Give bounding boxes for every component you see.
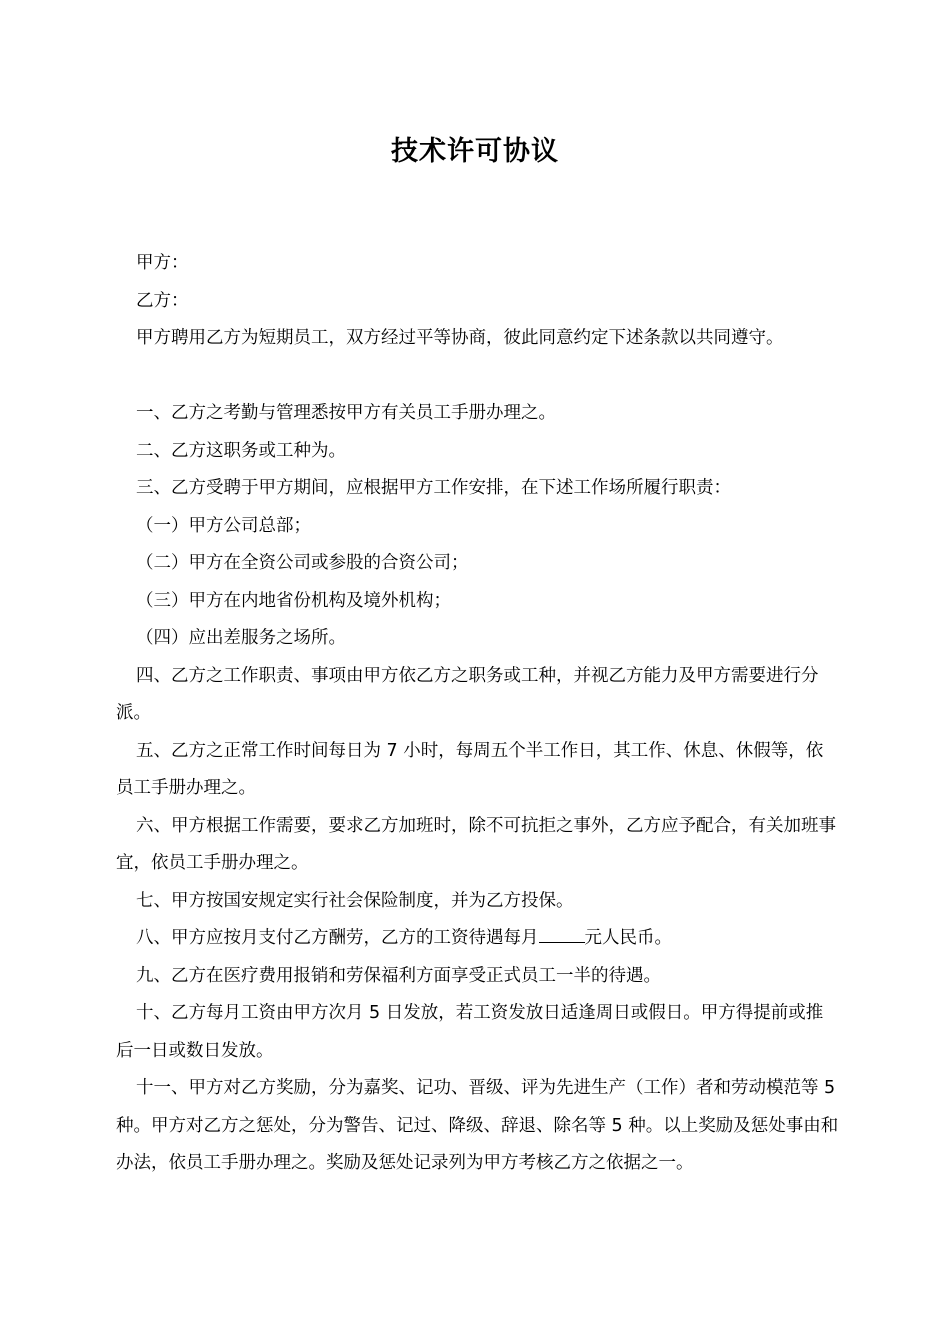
party-b-line: 乙方： [136,290,189,311]
clause-8-after: 元人民币。 [584,928,672,948]
clause-5: 五、乙方之正常工作时间每日为 7 小时，每周五个半工作日，其工作、休息、休假等，依员工手册办理之。 [116,740,824,798]
document-title: 技术许可协议 [391,136,559,167]
clause-3-item-4: （四）应出差服务之场所。 [136,628,346,648]
clause-3-item-3: （三）甲方在内地省份机构及境外机构； [136,590,451,611]
clause-8 [116,920,840,958]
clause-10: 十、乙方每月工资由甲方次月 5 日发放，若工资发放日适逢周日或假日。甲方得提前或推后一日或数日发放。 [116,1003,824,1061]
clause-3: 三、乙方受聘于甲方期间，应根据甲方工作安排，在下述工作场所履行职责： [136,478,731,498]
clause-7: 七、甲方按国安规定实行社会保险制度，并为乙方投保。 [136,890,574,911]
clause-11: 十一、甲方对乙方奖励，分为嘉奖、记功、晋级、评为先进生产（工作）者和劳动模范等 5 种。甲方对乙方之惩处，分为警告、记过、降级、辞退、除名等 5 种。以上奖励及惩处事由和办法，依员工手册办理之。奖励及惩处记录列为甲方考核乙方之依据之一。 [116,1078,839,1173]
salary-blank [539,928,585,943]
clause-9: 九、乙方在医疗费用报销和劳保福利方面享受正式员工一半的待遇。 [136,965,661,986]
clause-2: 二、乙方这职务或工种为。 [136,440,346,461]
clause-1: 一、乙方之考勤与管理悉按甲方有关员工手册办理之。 [136,403,556,423]
clause-3-item-1: （一）甲方公司总部； [136,515,311,536]
clause-6: 六、甲方根据工作需要，要求乙方加班时，除不可抗拒之事外，乙方应予配合，有关加班事宜，依员工手册办理之。 [116,815,836,873]
intro-paragraph: 甲方聘用乙方为短期员工，双方经过平等协商，彼此同意约定下述条款以共同遵守。 [136,328,784,348]
clause-8-before: 八、甲方应按月支付乙方酬劳，乙方的工资待遇每月 [136,928,539,948]
paragraph-gap [116,358,840,396]
clause-4: 四、乙方之工作职责、事项由甲方依乙方之职务或工种，并视乙方能力及甲方需要进行分派。 [116,665,819,723]
document-body [116,245,840,1183]
clause-3-item-2: （二）甲方在全资公司或参股的合资公司； [136,553,469,573]
party-a-line: 甲方： [136,253,189,273]
